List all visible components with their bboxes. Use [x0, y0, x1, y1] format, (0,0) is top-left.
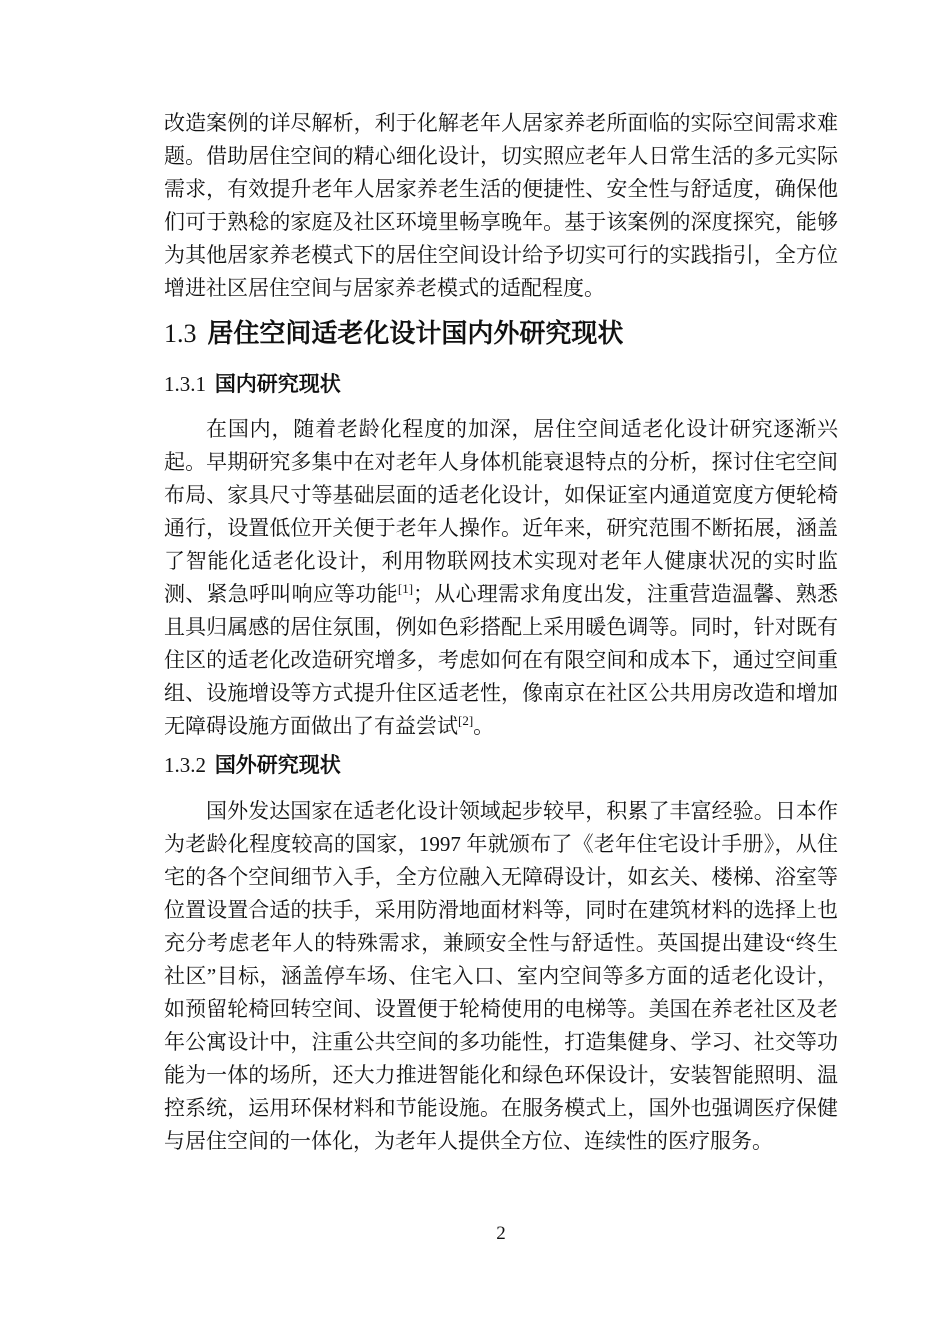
paragraph-intro: 改造案例的详尽解析，利于化解老年人居家养老所面临的实际空间需求难题。借助居住空间的精心细化设计，切实照应老年人日常生活的多元实际需求，有效提升老年人居家养老生活的便捷性、安全性与舒适度，确保他们可于熟稔的家庭及社区环境里畅享晚年。基于该案例的深度探究，能够为其他居家养老模式下的居住空间设计给予切实可行的实践指引，全方位增进社区居住空间与居家养老模式的适配程度。: [164, 111, 838, 300]
paragraph-domestic-research: 在国内，随着老龄化程度的加深，居住空间适老化设计研究逐渐兴起。早期研究多集中在对老年人身体机能衰退特点的分析，探讨住宅空间布局、家具尺寸等基础层面的适老化设计，如保证室内通道宽度方便轮椅通行，设置低位开关便于老年人操作。近年来，研究范围不断拓展，涵盖了智能化适老化设计，利用物联网技术实现对老年人健康状况的实时监测、紧急呼叫响应等功能[1]；从心理需求角度出发，注重营造温馨、熟悉且具归属感的居住氛围，例如色彩搭配上采用暖色调等。同时，针对既有住区的适老化改造研究增多，考虑如何在有限空间和成本下，通过空间重组、设施增设等方式提升住区适老性，像南京在社区公共用房改造和增加无障碍设施方面做出了有益尝试[2]。: [164, 417, 839, 738]
subsection-number-domestic: 1.3.1: [164, 372, 206, 396]
subsection-heading-1-3-1: [164, 369, 838, 400]
section-number: 1.3: [164, 319, 197, 348]
section-heading-1-3: [164, 316, 838, 351]
paragraph-foreign-research: 国外发达国家在适老化设计领域起步较早，积累了丰富经验。日本作为老龄化程度较高的国家，1997 年就颁布了《老年住宅设计手册》，从住宅的各个空间细节入手，全方位融入无障碍设计，如玄关、楼梯、浴室等位置设置合适的扶手，采用防滑地面材料等，同时在建筑材料的选择上也充分考虑老年人的特殊需求，兼顾安全性与舒适性。英国提出建设“终生社区”目标，涵盖停车场、住宅入口、室内空间等多方面的适老化设计，如预留轮椅回转空间、设置便于轮椅使用的电梯等。美国在养老社区及老年公寓设计中，注重公共空间的多功能性，打造集健身、学习、社交等功能为一体的场所，还大力推进智能化和绿色环保设计，安装智能照明、温控系统，运用环保材料和节能设施。在服务模式上，国外也强调医疗保健与居住空间的一体化，为老年人提供全方位、连续性的医疗服务。: [164, 799, 838, 1153]
subsection-title-foreign: 国外研究现状: [214, 754, 341, 777]
text-column: [164, 0, 838, 1158]
subsection-title-domestic: 国内研究现状: [214, 373, 341, 396]
section-title: 居住空间适老化设计国内外研究现状: [207, 318, 624, 348]
subsection-heading-1-3-2: [164, 750, 838, 781]
subsection-number-foreign: 1.3.2: [164, 753, 206, 777]
page-number: 2: [496, 1223, 506, 1244]
